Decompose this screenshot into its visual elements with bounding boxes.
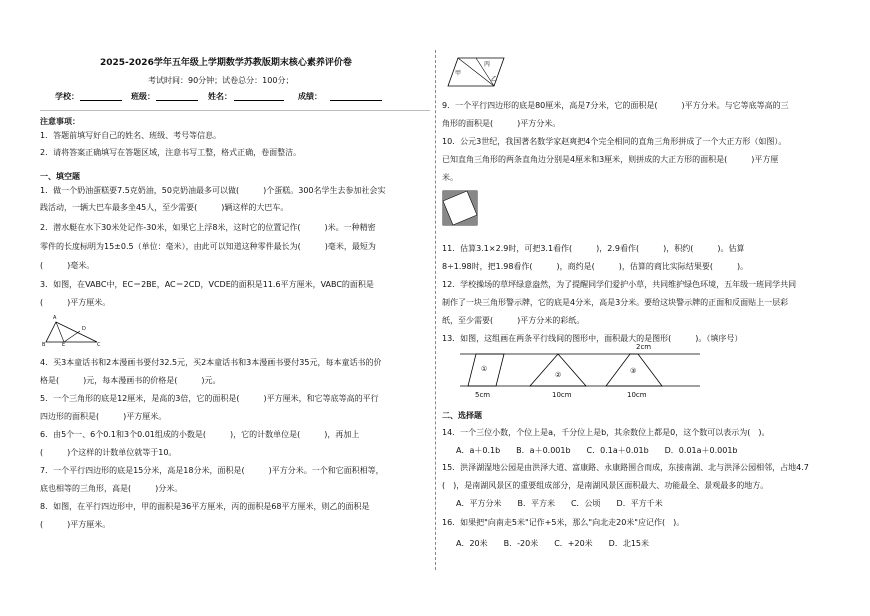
question-line: 1．做一个奶油蛋糕要7.5克奶油，50克奶油最多可以做( )个蛋糕。300名学生去参加社会实 [40, 186, 386, 195]
question-line: ( )平方厘米。 [40, 298, 111, 307]
page-title: 2025-2026学年五年级上学期数学苏教版期末核心素养评价卷 [100, 58, 352, 68]
shape-bottom-label-3: 10cm [627, 391, 647, 399]
exam-meta: 考试时间：90分钟；试卷总分：100分； [148, 76, 294, 85]
column-divider [435, 50, 436, 570]
header-divider [40, 110, 430, 111]
field-school-line[interactable] [80, 100, 122, 101]
choice-options: A．20米 B．-20米 C．+20米 D．北15米 [456, 539, 650, 548]
field-school-label: 学校： [55, 92, 79, 101]
question-line: 8．如图，在平行四边形中，甲的面积是36平方厘米，丙的面积是68平方厘米，则乙的面积是 [40, 502, 370, 511]
field-class-label: 班级： [131, 92, 155, 101]
note-item: 2．请将答案正确填写在答题区域，注意书写工整，格式正确，卷面整洁。 [40, 148, 302, 157]
question-line: 12．学校操场的草坪绿意盎然，为了提醒同学们爱护小草，共同维护绿色环境，五年级一班同学共同 [442, 280, 797, 289]
question-line: 已知直角三角形的两条直角边分别是4厘米和3厘米，则拼成的大正方形的面积是( )平方厘 [442, 155, 779, 164]
para-label-yi: 乙 [491, 76, 498, 83]
triangle-label-b: B [42, 342, 46, 348]
question-line: 9．一个平行四边形的底是80厘米，高是7分米，它的面积是( )平方分米。与它等底等高的三 [442, 101, 789, 110]
shape-number-3: ③ [630, 367, 637, 375]
shape-bottom-label-1: 5cm [475, 391, 491, 399]
question-line: 四边形的面积是( )平方厘米。 [40, 412, 167, 421]
triangle-label-a: A [53, 315, 57, 321]
triangle-figure [42, 318, 102, 346]
shape-number-2: ② [555, 371, 562, 379]
triangle-label-d: D [82, 326, 86, 332]
field-score-line[interactable] [330, 100, 382, 101]
question-line: 角形的面积是( )平方分米。 [442, 119, 561, 128]
question-line: 纸，至少需要( )平方分米的彩纸。 [442, 316, 585, 325]
triangle-label-c: C [97, 342, 101, 348]
question-line: 6．由5个一、6个0.1和3个0.01组成的小数是( )，它的计数单位是( )，再加上 [40, 430, 360, 439]
section-heading-fill: 一、填空题 [40, 172, 80, 181]
question-line: 14．一个三位小数，个位上是a，千分位上是b，其余数位上都是0，这个数可以表示为( )。 [442, 428, 770, 437]
notes-heading: 注意事项： [40, 117, 80, 126]
question-line: 格是( )元，每本漫画书的价格是( )元。 [40, 376, 221, 385]
question-line: 米。 [442, 173, 458, 182]
question-line: 3．如图，在VABC中，EC＝2BE，AC＝2CD，VCDE的面积是11.6平方厘米，VABC的面积是 [40, 280, 374, 289]
question-line: 8÷1.98时，把1.98看作( )，商约是( )，估算的商比实际结果要( )。 [442, 262, 749, 271]
choice-options: A．a＋0.1b B．a＋0.001b C．0.1a＋0.01b D．0.01a＋0.001b [456, 446, 738, 455]
choice-options: A．平方分米 B．平方米 C．公顷 D．平方千米 [456, 499, 663, 508]
field-score-label: 成绩： [298, 92, 322, 101]
field-name-line[interactable] [234, 100, 284, 101]
question-line: ( )个这样的计数单位就等于10。 [40, 448, 177, 457]
question-line: 践活动，一辆大巴车最多坐45人，至少需要( )辆这样的大巴车。 [40, 203, 289, 212]
question-line: 16．如果把"向南走5米"记作+5米，那么"向北走20米"应记作( )。 [442, 518, 685, 527]
question-line: 底也相等的三角形，高是( )分米。 [40, 484, 183, 493]
question-line: 2．潜水艇在水下30米处记作-30米，如果它上浮8米，这时它的位置记作( )米。一种精密 [40, 223, 376, 232]
question-line: 4．买3本童话书和2本漫画书要付32.5元，买2本童话书和3本漫画书要付35元，每本童话书的价 [40, 358, 382, 367]
question-line: ( )平方厘米。 [40, 520, 111, 529]
para-label-jia: 甲 [455, 70, 462, 77]
zhao-shuang-square-figure [442, 190, 478, 226]
triangle-label-e: E [62, 342, 66, 348]
note-item: 1．答题前填写好自己的姓名、班级、考号等信息。 [40, 131, 222, 140]
parallel-shapes-figure [460, 350, 700, 390]
question-line: ( )毫米。 [40, 261, 95, 270]
field-name-label: 姓名： [208, 92, 232, 101]
question-line: 制作了一块三角形警示牌，它的底是4分米，高是3分米。要给这块警示牌的正面和反面贴上一层彩 [442, 298, 789, 307]
question-line: 10．公元3世纪，我国著名数学家赵爽把4个完全相同的直角三角形拼成了一个大正方形（如图）。 [442, 137, 787, 146]
question-line: 5．一个三角形的底是12厘米，是高的3倍，它的面积是( )平方厘米，和它等底等高的平行 [40, 394, 379, 403]
para-label-bing: 丙 [484, 61, 491, 68]
section-heading-choice: 二、选择题 [442, 411, 482, 420]
shape-number-1: ① [481, 365, 488, 373]
question-line: 零件的长度标明为15±0.5（单位：毫米），由此可以知道这种零件最长为( )毫米，最短为 [40, 242, 376, 251]
question-line: 7．一个平行四边形的底是15分米，高是18分米，面积是( )平方分米。一个和它面积相等， [40, 466, 384, 475]
question-line: 13．如图，这组画在两条平行线间的图形中，面积最大的是图形( )。（填序号） [442, 334, 743, 343]
shape-bottom-label-2: 10cm [552, 391, 572, 399]
question-line: ( )，是南湖风景区的重要组成部分，是南湖风景区面积最大、功能最全、景观最多的地方。 [442, 481, 769, 490]
shape-top-label: 2cm [636, 343, 652, 351]
question-line: 11．估算3.1×2.9时，可把3.1看作( )，2.9看作( )，积约( )。估算 [442, 244, 745, 253]
field-class-line[interactable] [156, 100, 198, 101]
question-line: 15．洪泽湖湿地公园是由洪泽大道、富康路、永康路围合而成，东接南湖、北与洪泽公园相邻，占地4.7 [442, 463, 809, 472]
